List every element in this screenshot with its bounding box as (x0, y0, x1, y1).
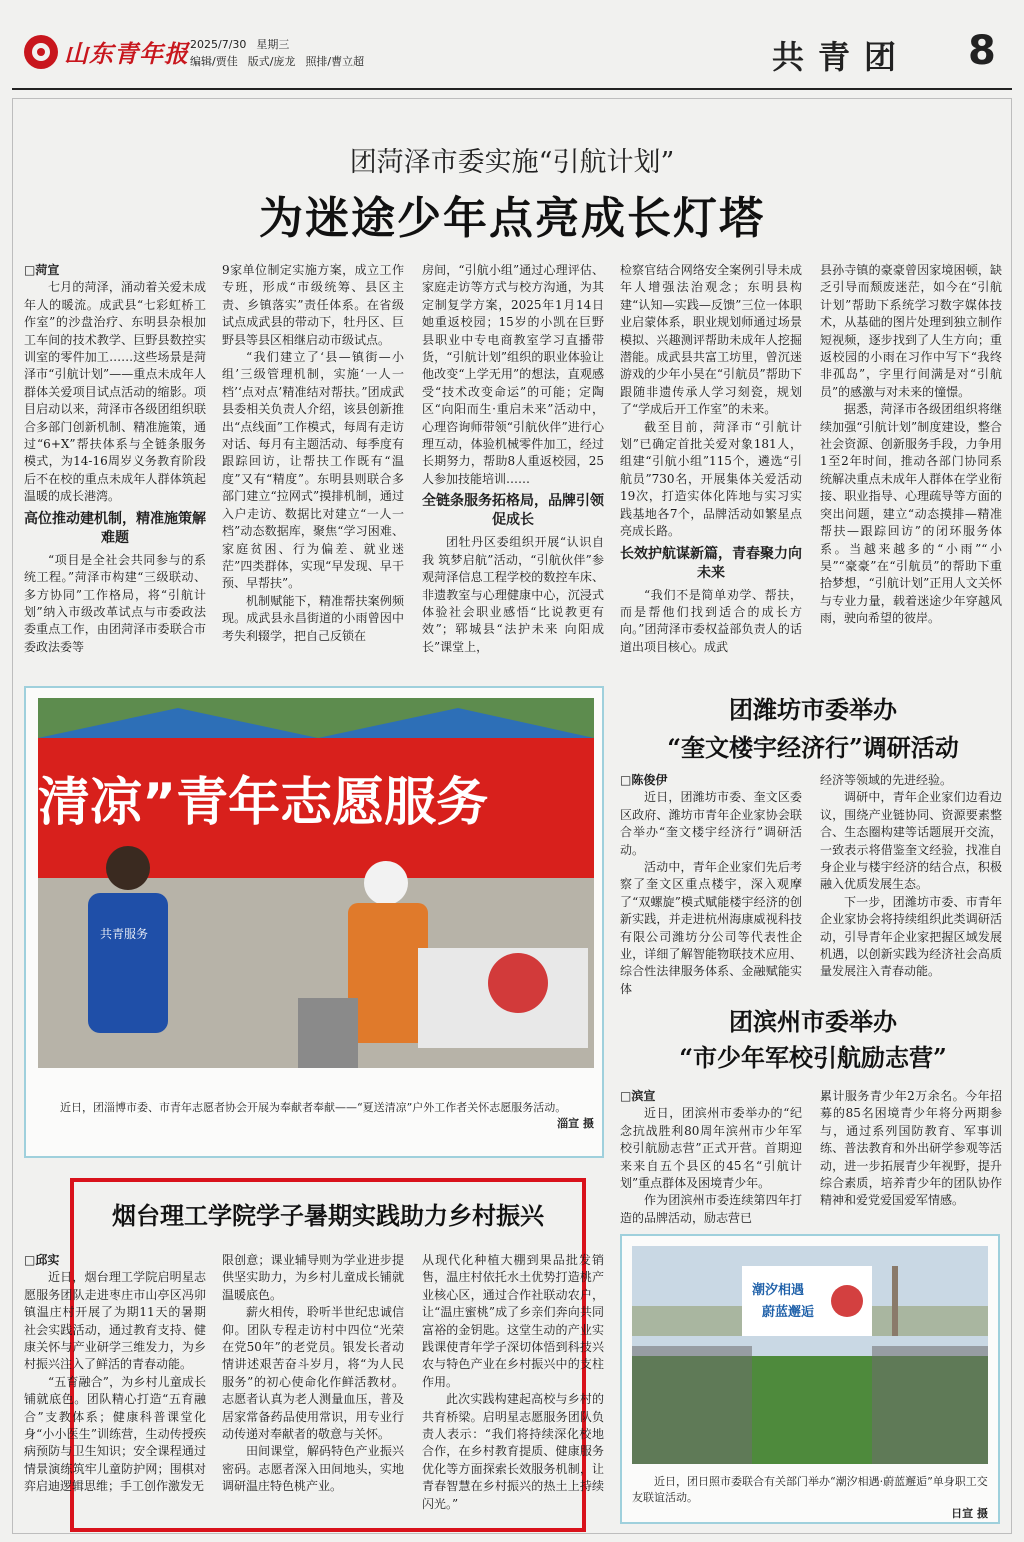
paragraph: 截至目前，菏泽市“引航计划”已确定首批关爱对象181人，组建“引航小组”115个，遴选“引航员”730名，开展集体关爱活动19次，打造实体化阵地与实习实践基地各7个，品牌活动如繁星点亮成长路。 (620, 419, 802, 539)
binzhou-title-2: “市少年军校引航励志营” (679, 1043, 947, 1072)
board-text-2: 蔚蓝邂逅 (762, 1305, 815, 1320)
yantai-byline: □邱实 (24, 1253, 60, 1267)
binzhou-byline: □滨宣 (620, 1089, 656, 1103)
logo-text: 山东青年报 (64, 39, 189, 68)
paragraph: 经济等领域的先进经验。 (820, 773, 953, 787)
paragraph: 近日，烟台理工学院启明星志愿服务团队走进枣庄市山亭区冯卯镇温庄村开展了为期11天的暑期社会实践活动，通过教育支持、健康关怀与产业研学三维发力，为乡村振兴注入了鲜活的青春动能。 (24, 1270, 206, 1372)
vest-text: 共青服务 (100, 927, 149, 941)
paragraph: 田间课堂，解码特色产业振兴密码。志愿者深入田间地头，实地调研温庄特色桃产业。 (222, 1444, 404, 1494)
issue-date: 2025/7/30 (190, 38, 247, 51)
paragraph: 累计服务青少年2万余名。今年招募的85名困境青少年将分两期参与，通过系列国防教育、军事训练、普法教育和外出研学参观等活动，进一步拓展青少年视野，提升综合素质，培养青少年的团队协作精神和爱党爱国爱军情感。 (820, 1089, 1002, 1208)
layout-credit: 版式/庞龙 (247, 55, 296, 68)
weifang-title-1: 团潍坊市委举办 (729, 695, 897, 724)
paragraph: “我们不是简单劝学、帮扶，而是帮他们找到适合的成长方向。”团菏泽市委权益部负责人的话道出项目核心。成武 (620, 587, 802, 654)
masthead-logo (24, 34, 189, 69)
paragraph: 作为团滨州市委连续第四年打造的品牌活动，励志营已 (620, 1193, 802, 1225)
caption-text: 近日，团淄博市委、市青年志愿者协会开展为奉献者奉献——“夏送清凉”户外工作者关怀志愿服务活动。 (60, 1101, 567, 1114)
lead-subhead-2: 全链条服务拓格局，品牌引领促成长 (422, 493, 604, 529)
lead-subhead-1: 高位推动建机制，精准施策解难题 (24, 510, 206, 546)
paragraph: 七月的菏泽，涌动着关爱未成年人的暖流。成武县“七彩虹桥工作室”的沙盘治疗、东明县杂根加工车间的技术教学、巨野县数控实训室的零件加工……这些场景是菏泽市“引航计划”——重点未成年人群体关爱项目试点活动的缩影。项目启动以来，菏泽市各级团组织联合多部门创新机制、精准施策，通过“6+X”帮扶体系与全链条服务模式，为14-16周岁义务教育阶段后不在校的重点未成年人群体筑起温暖的成长港湾。 (24, 280, 206, 504)
lead-column-3 (422, 262, 604, 670)
lead-column-4 (620, 262, 802, 670)
weifang-column-2 (820, 772, 1002, 988)
paragraph: 活动中，青年企业家们先后考察了奎文区重点楼宇，深入观摩了“双螺旋”模式赋能楼宇经济的创新实践，并走进杭州海康威视科技有限公司潍坊分公司等代表性企业，详细了解智能物联技术应用、综合性法律服务体系、金融赋能实体 (620, 860, 802, 996)
paragraph: “项目是全社会共同参与的系统工程。”菏泽市构建“三级联动、多方协同”工作格局，将“引航计划”纳入市级改革试点与市委政法委重点工作，由团菏泽市委联合市委政法委等 (24, 552, 206, 654)
paragraph: 下一步，团潍坊市委、市青年企业家协会将持续组织此类调研活动，引导青年企业家把握区域发展机遇，以创新实践为经济社会高质量发展注入青春动能。 (820, 894, 1002, 979)
logo-icon (24, 35, 58, 69)
gathering-photo (632, 1246, 988, 1464)
photo1-caption (38, 1100, 594, 1132)
paragraph: 此次实践构建起高校与乡村的共育桥梁。启明星志愿服务团队负责人表示：“我们将持续深化校地合作，在乡村教育提质、健康服务优化等方面探索长效服务机制，让青春智慧在乡村振兴的热土上持续闪光。” (422, 1392, 604, 1511)
yantai-column-2 (222, 1252, 404, 1524)
binzhou-title-1: 团滨州市委举办 (729, 1007, 897, 1036)
binzhou-column-2 (820, 1088, 1002, 1224)
paragraph: 从现代化种植大棚到果品批发销售，温庄村依托水土优势打造桃产业核心区，通过合作社联动农户，让“温庄蜜桃”成了乡亲们奔向共同富裕的金钥匙。这堂生动的产业实践课使青年学子深切体悟到科技兴农与特色产业在乡村振兴中的支柱作用。 (422, 1253, 604, 1389)
lead-column-5 (820, 262, 1002, 670)
paragraph: 据悉，菏泽市各级团组织将继续加强“引航计划”制度建设，整合社会资源、创新服务手段，力争用1至2年时间，推动各部门协同系统解决重点未成年人群体在学业衔接、职业指导、心理疏导等方面的突出问题，建立“动态摸排—精准帮扶—跟踪回访”的闭环服务体系。当越来越多的“小雨”“小昊”“豪豪”在“引航员”的帮助下重拾梦想，“引航计划”正用人文关怀与专业力量，载着迷途少年穿越风雨，驶向希望的彼岸。 (820, 402, 1002, 626)
paragraph: 检察官结合网络安全案例引导未成年人增强法治观念；东明县构建“认知—实践—反馈”三位一体职业启蒙体系，职业规划师通过场景模拟、兴趣测评帮助未成年人挖掘潜能。成武县共富工坊里，曾沉迷游戏的少年小昊在“引航员”帮助下跟随非遗传承人学习刻瓷，规划了“学成后开工作室”的未来。 (620, 263, 802, 417)
paragraph: 近日，团潍坊市委、奎文区委区政府、潍坊市青年企业家协会联合举办“奎文楼宇经济行”调研活动。 (620, 790, 802, 857)
issue-meta (190, 36, 374, 70)
lead-kicker: 团菏泽市委实施“引航计划” (349, 147, 675, 178)
masthead-rule (12, 88, 1012, 90)
yantai-column-1 (24, 1252, 206, 1524)
issue-weekday: 星期三 (256, 38, 290, 51)
lead-column-2 (222, 262, 404, 670)
proof-credit: 照排/曹立超 (305, 55, 365, 68)
photo-credit: 淄宣 摄 (557, 1117, 594, 1130)
lead-headline: 为迷途少年点亮成长灯塔 (259, 193, 765, 244)
photo-credit: 日宣 摄 (951, 1507, 988, 1520)
section-title: 共青团 (772, 38, 911, 76)
paragraph: 限创意；课业辅导则为学业进步提供坚实助力，为乡村儿童成长铺就温暖底色。 (222, 1253, 404, 1302)
paragraph: 房间，“引航小组”通过心理评估、家庭走访等方式与校方沟通，为其定制复学方案，2025年1月14日她重返校园；15岁的小凯在巨野县职业中专电商教室学习直播带货，“引航计划”组织的职业体验让他改变“上学无用”的想法，直观感受“技术改变命运”的可能；定陶区“向阳而生·重启未来”活动中，心理咨询师带领“引航伙伴”进行心理互动，体验机械零件加工，经过长期努力，帮助8人重返校园，25人参加技能培训…… (422, 263, 604, 486)
weifang-byline: □陈俊伊 (620, 773, 668, 787)
lead-column-1 (24, 262, 206, 670)
banner-text: 清凉”青年志愿服务 (38, 773, 489, 833)
paragraph: 机制赋能下，精准帮扶案例频现。成武县永昌街道的小雨曾因中考失利辍学，把自己反锁在 (222, 593, 404, 643)
paragraph: 近日，团滨州市委举办的“纪念抗战胜利80周年滨州市少年军校引航励志营”正式开营。首期迎来来自五个县区的45名“引航计划”重点群体及困境青少年。 (620, 1106, 802, 1191)
lead-byline: □菏宣 (24, 263, 60, 277)
page-number: 8 (968, 28, 996, 74)
yantai-title: 烟台理工学院学子暑期实践助力乡村振兴 (112, 1201, 544, 1230)
weifang-column-1 (620, 772, 802, 996)
paragraph: “我们建立了‘县—镇街—小组’三级管理机制，实施‘一人一档’‘点对点’精准结对帮扶。”团成武县委相关负责人介绍，该县创新推出“点线面”工作模式，每周有走访对话、每月有主题活动、每季度有跟踪回访，让帮扶工作既有“温度”又有“精度”。东明县则联合多部门建立“拉网式”摸排机制，通过入户走访、数据比对建立“一人一档”动态数据库，聚焦“学习困难、家庭贫困、行为偏差、就业迷茫”四类群体，实现“早发现、早干预、早帮扶”。 (222, 350, 404, 591)
weifang-title-2: “奎文楼宇经济行”调研活动 (667, 733, 959, 762)
binzhou-column-1 (620, 1088, 802, 1224)
board-text-1: 潮汐相遇 (752, 1283, 805, 1298)
photo-box-rizhao (620, 1234, 1000, 1524)
volunteer-photo (38, 698, 594, 1068)
caption-text: 近日，团日照市委联合有关部门举办“潮汐相遇·蔚蓝邂逅”单身职工交友联谊活动。 (632, 1475, 988, 1504)
photo2-caption (632, 1474, 988, 1522)
paragraph: 调研中，青年企业家们边看边议，围绕产业链协同、资源要素整合、生态圈构建等话题展开交流，一致表示将借鉴奎文经验，找准自身企业与楼宇经济的结合点，积极融入优质发展生态。 (820, 790, 1002, 892)
editor-credit: 编辑/贾佳 (190, 55, 238, 68)
yantai-column-3 (422, 1252, 604, 1524)
photo-box-zibo (24, 686, 604, 1158)
paragraph: 薪火相传，聆听半世纪忠诚信仰。团队专程走访村中四位“光荣在党50年”的老党员。银发长者动情讲述艰苦奋斗岁月，将“为人民服务”的初心使命化作鲜活教材。志愿者认真为老人测量血压，普及居家常备药品使用常识，用专业行动传递对奉献者的敬意与关怀。 (222, 1305, 404, 1442)
paragraph: 县孙寺镇的豪豪曾因家境困顿，缺乏引导而颓废迷茫，如今在“引航计划”帮助下系统学习数字媒体技术，从基础的图片处理到独立制作短视频，逐步找到了人生方向；重返校园的小雨在习作中写下“我终非孤岛”，字里行间满是对“引航员”的感激与对未来的憧憬。 (820, 263, 1002, 399)
paragraph: 团牡丹区委组织开展“认识自我 筑梦启航”活动，“引航伙伴”参观菏泽信息工程学校的数控车床、非遗教室与心理健康中心，沉浸式体验社会职业感悟“比说教更有效”；郓城县“法护未来 向阳成长”课堂上， (422, 535, 604, 654)
paragraph: “五育融合”，为乡村儿童成长铺就底色。团队精心打造“五育融合”支教体系；健康科普课堂化身“小小医生”训练营，生动传授疾病预防与卫生知识；安全课程通过情景演练筑牢儿童防护网；围棋对弈启迪逻辑思维；手工创作激发无 (24, 1374, 206, 1494)
lead-subhead-3: 长效护航谋新篇，青春聚力向未来 (620, 545, 802, 581)
paragraph: 9家单位制定实施方案，成立工作专班，形成“市级统筹、县区主责、乡镇落实”责任体系。在省级试点成武县的带动下，牡丹区、巨野县等县区相继启动市级试点。 (222, 263, 404, 347)
